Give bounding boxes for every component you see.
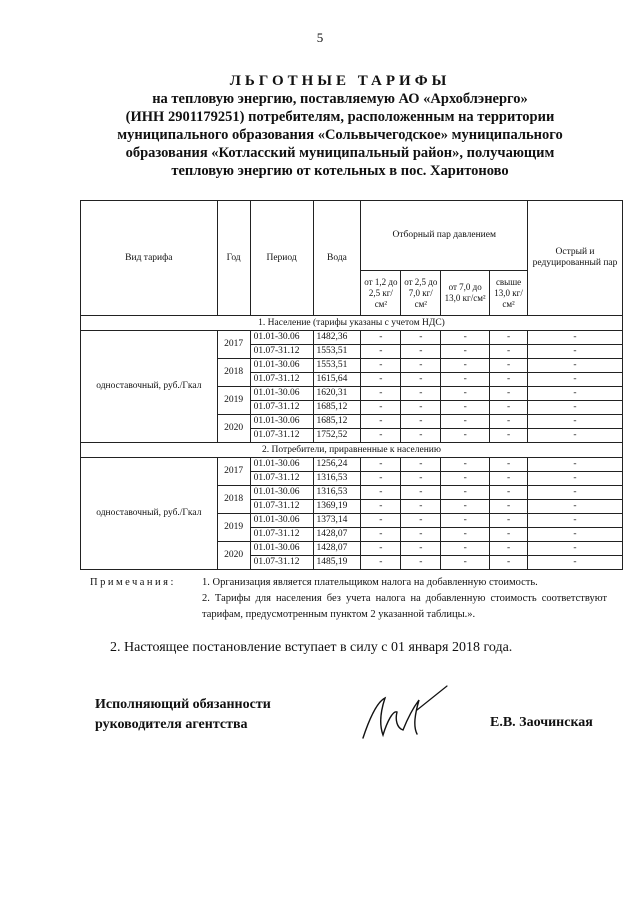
water-value-cell: 1482,36 (313, 331, 361, 345)
empty-value-cell: - (441, 415, 490, 429)
empty-value-cell: - (490, 415, 528, 429)
period-cell: 01.01-30.06 (250, 542, 313, 556)
empty-value-cell: - (441, 514, 490, 528)
empty-value-cell: - (361, 500, 401, 514)
empty-value-cell: - (361, 359, 401, 373)
header-steam-3: от 7,0 до 13,0 кг/см² (441, 271, 490, 316)
empty-value-cell: - (401, 345, 441, 359)
notes-items (202, 575, 607, 623)
empty-value-cell: - (401, 387, 441, 401)
water-value-cell: 1316,53 (313, 472, 361, 486)
empty-value-cell: - (401, 359, 441, 373)
empty-value-cell: - (441, 486, 490, 500)
empty-value-cell: - (441, 345, 490, 359)
water-value-cell: 1428,07 (313, 542, 361, 556)
period-cell: 01.01-30.06 (250, 359, 313, 373)
notes-label: Примечания: (90, 577, 176, 588)
note-item: 2. Тарифы для населения без учета налога на добавленную стоимость соответствуют тарифам, предусмотренным пунктом 2 указанной таблицы.». (202, 593, 607, 620)
empty-value-cell: - (401, 429, 441, 443)
table-row (81, 331, 623, 345)
empty-value-cell: - (401, 401, 441, 415)
header-steam-2: от 2,5 до 7,0 кг/см² (401, 271, 441, 316)
empty-value-cell: - (361, 458, 401, 472)
water-value-cell: 1553,51 (313, 345, 361, 359)
empty-value-cell: - (441, 331, 490, 345)
empty-value-cell: - (401, 486, 441, 500)
section-title: 1. Население (тарифы указаны с учетом НДС) (81, 316, 623, 331)
year-cell: 2019 (217, 514, 250, 542)
empty-value-cell: - (401, 415, 441, 429)
empty-value-cell: - (528, 387, 623, 401)
title-line: муниципального образования «Сольвычегодское» муниципального (117, 127, 563, 143)
empty-value-cell: - (528, 514, 623, 528)
empty-value-cell: - (528, 472, 623, 486)
empty-value-cell: - (401, 556, 441, 570)
header-steam-group: Отборный пар давлением (361, 201, 528, 271)
water-value-cell: 1485,19 (313, 556, 361, 570)
water-value-cell: 1256,24 (313, 458, 361, 472)
period-cell: 01.07-31.12 (250, 500, 313, 514)
empty-value-cell: - (361, 556, 401, 570)
empty-value-cell: - (528, 542, 623, 556)
empty-value-cell: - (490, 373, 528, 387)
empty-value-cell: - (528, 331, 623, 345)
empty-value-cell: - (401, 542, 441, 556)
year-cell: 2020 (217, 542, 250, 570)
period-cell: 01.01-30.06 (250, 415, 313, 429)
empty-value-cell: - (441, 556, 490, 570)
header-sharp-steam: Острый и редуцированный пар (528, 201, 623, 316)
effective-date-clause: 2. Настоящее постановление вступает в силу с 01 января 2018 года. (110, 640, 513, 655)
signer-position-line: руководителя агентства (95, 717, 248, 732)
period-cell: 01.01-30.06 (250, 458, 313, 472)
empty-value-cell: - (490, 331, 528, 345)
section-row (81, 443, 623, 458)
tariff-body (81, 316, 623, 570)
water-value-cell: 1752,52 (313, 429, 361, 443)
empty-value-cell: - (441, 458, 490, 472)
empty-value-cell: - (528, 345, 623, 359)
tariff-type-cell: одноставочный, руб./Гкал (81, 331, 218, 443)
water-value-cell: 1685,12 (313, 401, 361, 415)
water-value-cell: 1620,31 (313, 387, 361, 401)
period-cell: 01.01-30.06 (250, 514, 313, 528)
header-water: Вода (313, 201, 361, 316)
water-value-cell: 1373,14 (313, 514, 361, 528)
section-title: 2. Потребители, приравненные к населению (81, 443, 623, 458)
empty-value-cell: - (528, 556, 623, 570)
empty-value-cell: - (361, 472, 401, 486)
empty-value-cell: - (490, 500, 528, 514)
year-cell: 2017 (217, 331, 250, 359)
empty-value-cell: - (361, 486, 401, 500)
water-value-cell: 1615,64 (313, 373, 361, 387)
empty-value-cell: - (441, 359, 490, 373)
empty-value-cell: - (528, 359, 623, 373)
document-title (60, 72, 620, 180)
year-cell: 2020 (217, 415, 250, 443)
empty-value-cell: - (528, 458, 623, 472)
period-cell: 01.07-31.12 (250, 556, 313, 570)
empty-value-cell: - (490, 359, 528, 373)
empty-value-cell: - (490, 556, 528, 570)
period-cell: 01.07-31.12 (250, 373, 313, 387)
empty-value-cell: - (490, 401, 528, 415)
signer-position-line: Исполняющий обязанности (95, 697, 271, 712)
empty-value-cell: - (441, 373, 490, 387)
empty-value-cell: - (528, 429, 623, 443)
title-line: тепловую энергию от котельных в пос. Харитоново (171, 163, 509, 179)
empty-value-cell: - (528, 500, 623, 514)
empty-value-cell: - (361, 429, 401, 443)
year-cell: 2017 (217, 458, 250, 486)
empty-value-cell: - (401, 528, 441, 542)
empty-value-cell: - (528, 401, 623, 415)
empty-value-cell: - (490, 345, 528, 359)
handwritten-signature (355, 680, 455, 745)
empty-value-cell: - (528, 415, 623, 429)
empty-value-cell: - (361, 373, 401, 387)
empty-value-cell: - (490, 542, 528, 556)
header-year: Год (217, 201, 250, 316)
empty-value-cell: - (490, 472, 528, 486)
empty-value-cell: - (441, 542, 490, 556)
empty-value-cell: - (361, 331, 401, 345)
year-cell: 2018 (217, 359, 250, 387)
empty-value-cell: - (490, 387, 528, 401)
tariff-type-cell: одноставочный, руб./Гкал (81, 458, 218, 570)
header-period: Период (250, 201, 313, 316)
period-cell: 01.07-31.12 (250, 429, 313, 443)
empty-value-cell: - (361, 528, 401, 542)
note-item: 1. Организация является плательщиком налога на добавленную стоимость. (202, 577, 538, 588)
title-line: на тепловую энергию, поставляемую АО «Архоблэнерго» (152, 91, 528, 107)
empty-value-cell: - (528, 373, 623, 387)
empty-value-cell: - (361, 514, 401, 528)
empty-value-cell: - (401, 472, 441, 486)
empty-value-cell: - (441, 500, 490, 514)
header-tariff-type: Вид тарифа (81, 201, 218, 316)
table-row (81, 458, 623, 472)
water-value-cell: 1553,51 (313, 359, 361, 373)
empty-value-cell: - (528, 486, 623, 500)
empty-value-cell: - (528, 528, 623, 542)
empty-value-cell: - (361, 387, 401, 401)
period-cell: 01.07-31.12 (250, 345, 313, 359)
title-heading: ЛЬГОТНЫЕ ТАРИФЫ (229, 73, 451, 89)
header-steam-1: от 1,2 до 2,5 кг/см² (361, 271, 401, 316)
empty-value-cell: - (441, 472, 490, 486)
empty-value-cell: - (401, 373, 441, 387)
empty-value-cell: - (401, 514, 441, 528)
empty-value-cell: - (401, 458, 441, 472)
period-cell: 01.07-31.12 (250, 528, 313, 542)
empty-value-cell: - (361, 401, 401, 415)
empty-value-cell: - (361, 415, 401, 429)
water-value-cell: 1428,07 (313, 528, 361, 542)
empty-value-cell: - (441, 528, 490, 542)
empty-value-cell: - (490, 458, 528, 472)
empty-value-cell: - (441, 387, 490, 401)
empty-value-cell: - (361, 542, 401, 556)
empty-value-cell: - (490, 514, 528, 528)
empty-value-cell: - (361, 345, 401, 359)
period-cell: 01.01-30.06 (250, 486, 313, 500)
empty-value-cell: - (401, 500, 441, 514)
water-value-cell: 1685,12 (313, 415, 361, 429)
year-cell: 2019 (217, 387, 250, 415)
year-cell: 2018 (217, 486, 250, 514)
empty-value-cell: - (401, 331, 441, 345)
title-line: образования «Котласский муниципальный район», получающим (125, 145, 555, 161)
page-number: 5 (316, 30, 324, 45)
water-value-cell: 1316,53 (313, 486, 361, 500)
empty-value-cell: - (441, 401, 490, 415)
signer-position (95, 695, 271, 735)
empty-value-cell: - (441, 429, 490, 443)
period-cell: 01.01-30.06 (250, 387, 313, 401)
period-cell: 01.07-31.12 (250, 401, 313, 415)
title-line: (ИНН 2901179251) потребителям, расположенным на территории (125, 109, 555, 125)
empty-value-cell: - (490, 429, 528, 443)
header-steam-4: свыше 13,0 кг/см² (490, 271, 528, 316)
period-cell: 01.01-30.06 (250, 331, 313, 345)
period-cell: 01.07-31.12 (250, 472, 313, 486)
water-value-cell: 1369,19 (313, 500, 361, 514)
empty-value-cell: - (490, 528, 528, 542)
tariff-table (80, 200, 623, 570)
empty-value-cell: - (490, 486, 528, 500)
section-row (81, 316, 623, 331)
signer-name: Е.В. Заочинская (490, 715, 593, 730)
